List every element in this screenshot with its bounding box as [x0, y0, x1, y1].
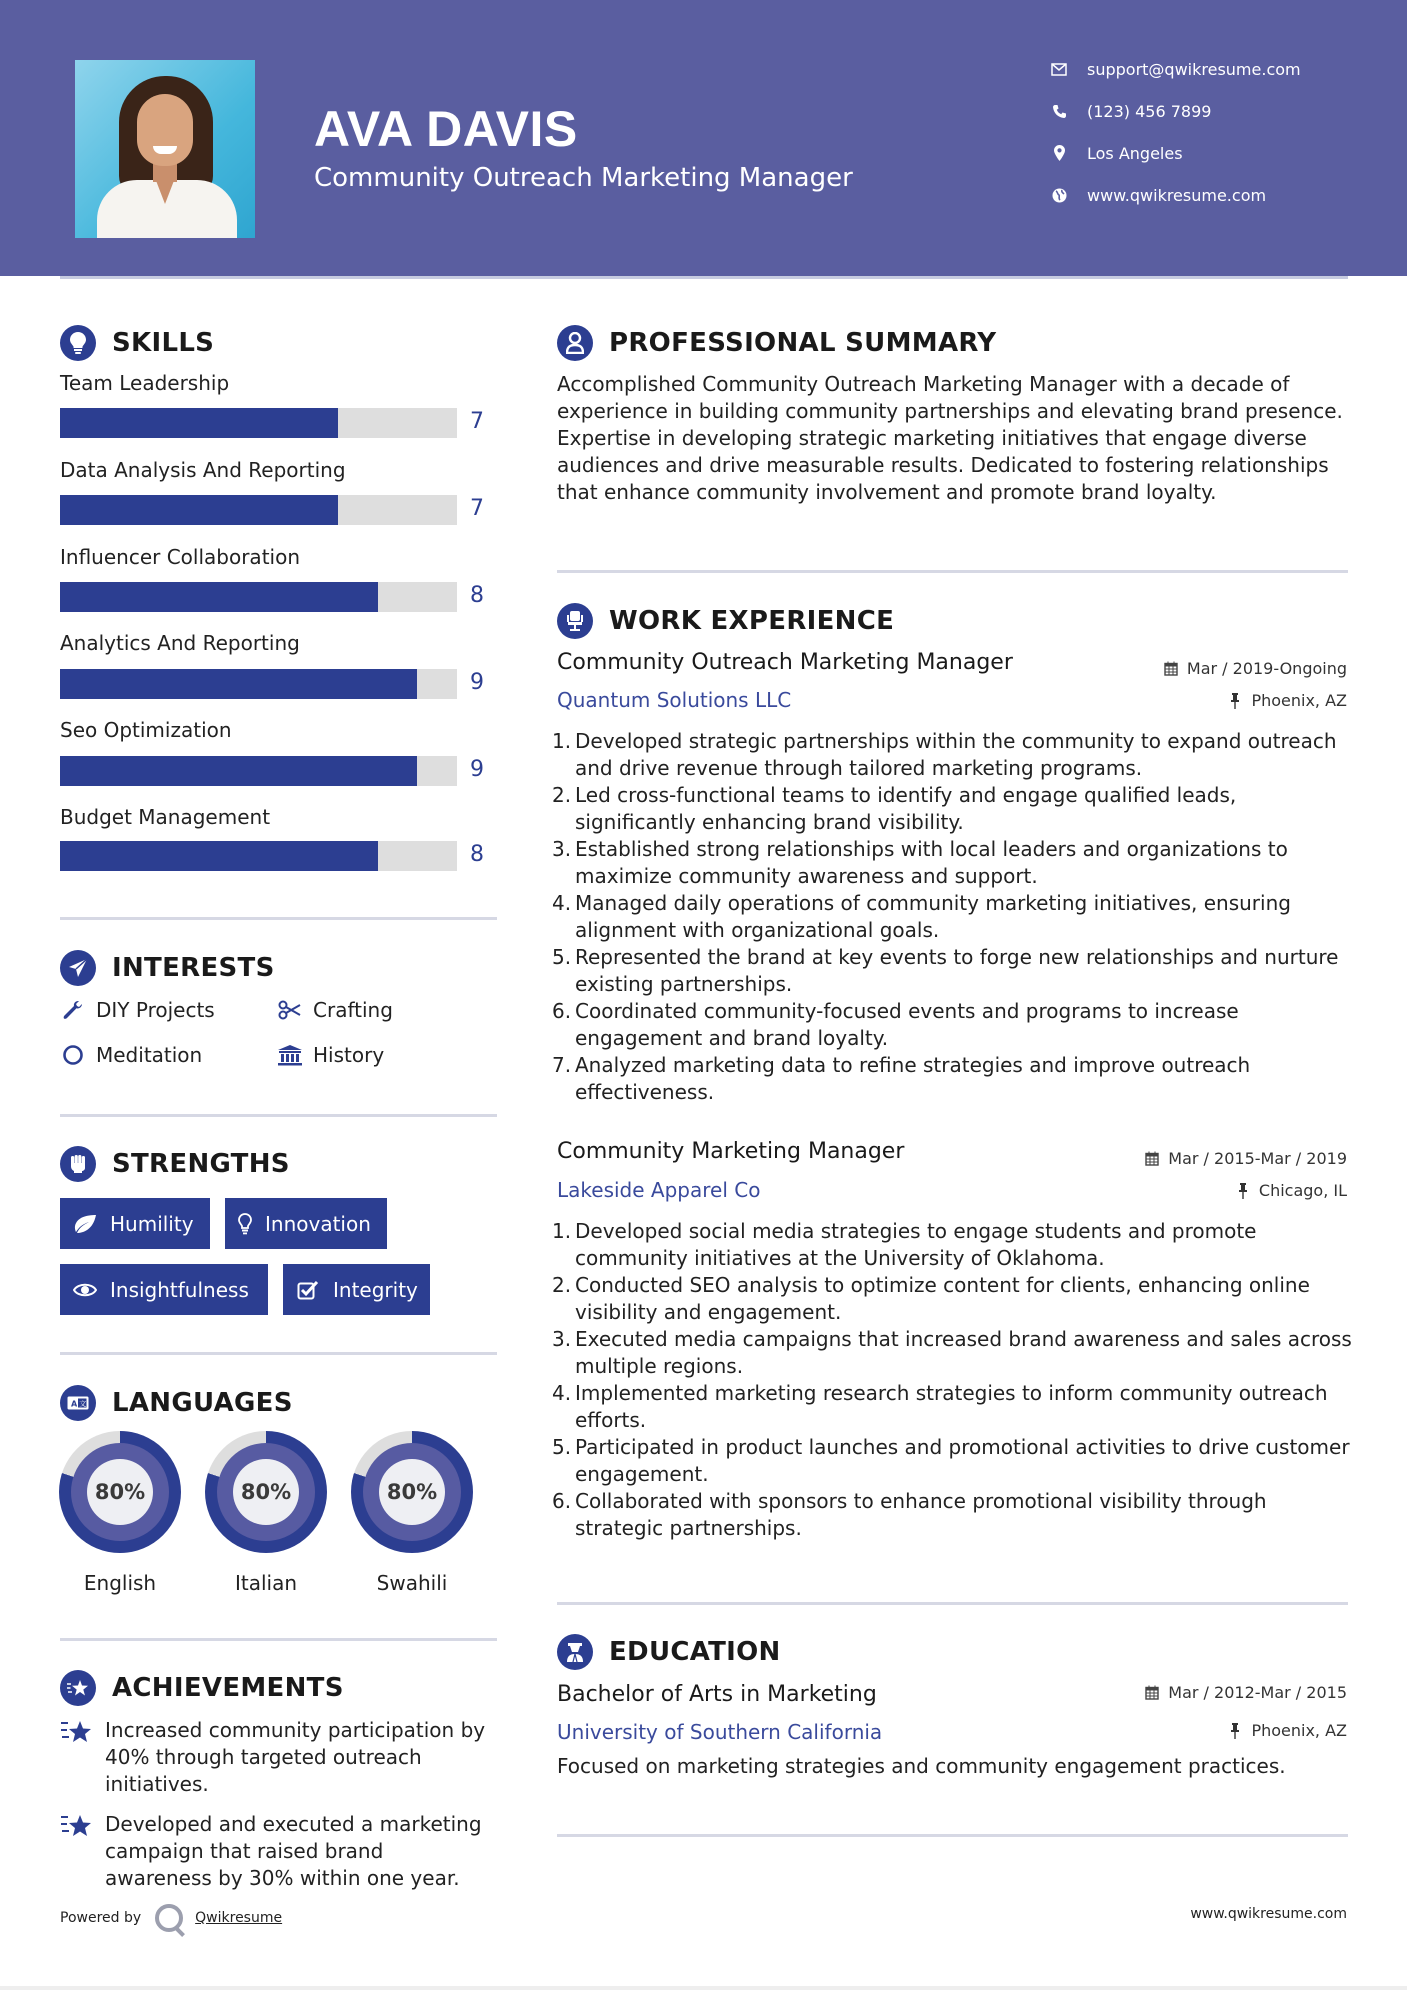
- skill-bar: [60, 408, 457, 438]
- school-name: University of Southern California: [557, 1720, 883, 1744]
- interest-item: Meditation: [60, 1042, 202, 1068]
- skill-bar-fill: [60, 669, 417, 699]
- education-location: Phoenix, AZ: [1227, 1721, 1347, 1740]
- skill-bar-fill: [60, 841, 378, 871]
- skill-bar-fill: [60, 582, 378, 612]
- wrench-icon: [60, 997, 86, 1023]
- candidate-title: Community Outreach Marketing Manager: [314, 163, 853, 193]
- fist-icon: [60, 1146, 96, 1182]
- bullet-item: 1. Developed strategic partnerships within the community to expand outreach and drive revenue through tailored marketing programs.: [552, 729, 1337, 780]
- phone-icon: [1048, 100, 1070, 122]
- envelope-icon: [1048, 58, 1070, 80]
- job-bullets: [552, 728, 1352, 1106]
- shooting-star-icon: [60, 1811, 94, 1892]
- skill-bar: [60, 669, 457, 699]
- achievement-item: Increased community participation by 40% through targeted outreach initiatives.: [60, 1717, 490, 1798]
- bullet-item: 4. Implemented marketing research strategies to inform community outreach efforts.: [552, 1381, 1328, 1432]
- contact-phone[interactable]: (123) 456 7899: [1048, 99, 1211, 123]
- bullet-item: 2. Conducted SEO analysis to optimize content for clients, enhancing online visibility and engagement.: [552, 1273, 1310, 1324]
- skill-value: 8: [470, 583, 484, 608]
- shooting-star-icon: [60, 1670, 96, 1706]
- language-item: 80% Italian: [205, 1431, 327, 1595]
- candidate-name: AVA DAVIS: [314, 101, 578, 157]
- pushpin-icon: [1227, 1723, 1243, 1739]
- language-item: 80% English: [59, 1431, 181, 1595]
- job-dates: Mar / 2019-Ongoing: [1163, 659, 1347, 678]
- skill-value: 9: [470, 670, 484, 695]
- bullet-item: 5. Participated in product launches and promotional activities to drive customer engagement.: [552, 1435, 1350, 1486]
- museum-icon: [277, 1042, 303, 1068]
- bullet-item: 2. Led cross-functional teams to identify and engage qualified leads, significantly enhancing brand visibility.: [552, 783, 1237, 834]
- pushpin-icon: [1235, 1183, 1251, 1199]
- degree-title: Bachelor of Arts in Marketing: [557, 1682, 877, 1707]
- skill-label: Analytics And Reporting: [60, 631, 300, 655]
- job-company: Quantum Solutions LLC: [557, 688, 792, 712]
- interest-item: Crafting: [277, 997, 393, 1023]
- skill-value: 7: [470, 409, 484, 434]
- translate-icon: [60, 1385, 96, 1421]
- office-chair-icon: [557, 603, 593, 639]
- language-donut: 80%: [205, 1431, 327, 1553]
- section-divider: [60, 1114, 497, 1117]
- header-divider: [60, 276, 1348, 279]
- eye-icon: [72, 1277, 98, 1303]
- achievement-item: Developed and executed a marketing campaign that raised brand awareness by 30% within one year.: [60, 1811, 490, 1892]
- job-location: Chicago, IL: [1235, 1181, 1347, 1200]
- bullet-item: 3. Established strong relationships with local leaders and organizations to maximize community awareness and support.: [552, 837, 1288, 888]
- languages-heading: A 文 LANGUAGES: [60, 1385, 293, 1421]
- profile-photo: [75, 60, 255, 238]
- section-divider: [60, 1352, 497, 1355]
- globe-icon: [1048, 184, 1070, 206]
- lightbulb-icon: [237, 1211, 253, 1237]
- skill-bar-fill: [60, 408, 338, 438]
- skill-value: 9: [470, 757, 484, 782]
- pushpin-icon: [1227, 693, 1243, 709]
- skill-bar: [60, 495, 457, 525]
- interest-item: DIY Projects: [60, 997, 215, 1023]
- svg-text:A: A: [71, 1399, 78, 1409]
- leaf-icon: [72, 1211, 98, 1237]
- section-divider: [60, 917, 497, 920]
- skills-heading: SKILLS: [60, 325, 214, 361]
- section-divider: [557, 1834, 1348, 1837]
- skill-bar-fill: [60, 756, 417, 786]
- page-bottom-edge: [0, 1986, 1407, 1990]
- calendar-icon: [1144, 1685, 1160, 1701]
- job-location: Phoenix, AZ: [1227, 691, 1347, 710]
- shooting-star-icon: [60, 1717, 94, 1798]
- section-divider: [557, 570, 1348, 573]
- lightbulb-icon: [60, 325, 96, 361]
- contact-location: Los Angeles: [1048, 141, 1183, 165]
- bullet-item: 1. Developed social media strategies to engage students and promote community initiatives at the University of Oklahoma.: [552, 1219, 1257, 1270]
- job-company: Lakeside Apparel Co: [557, 1178, 761, 1202]
- section-divider: [60, 1638, 497, 1641]
- calendar-icon: [1144, 1151, 1160, 1167]
- experience-heading: WORK EXPERIENCE: [557, 603, 894, 639]
- qwikresume-link[interactable]: Qwikresume: [195, 1910, 283, 1926]
- skill-label: Seo Optimization: [60, 718, 232, 742]
- strengths-heading: STRENGTHS: [60, 1146, 290, 1182]
- skill-bar: [60, 582, 457, 612]
- education-description: Focused on marketing strategies and community engagement practices.: [557, 1754, 1286, 1778]
- skill-value: 7: [470, 496, 484, 521]
- skill-bar: [60, 841, 457, 871]
- job-title: Community Marketing Manager: [557, 1139, 905, 1164]
- education-heading: EDUCATION: [557, 1634, 781, 1670]
- scissors-icon: [277, 997, 303, 1023]
- bullet-item: 7. Analyzed marketing data to refine strategies and improve outreach effectiveness.: [552, 1053, 1251, 1104]
- skill-label: Budget Management: [60, 805, 271, 829]
- section-divider: [557, 1602, 1348, 1605]
- circle-icon: [60, 1042, 86, 1068]
- job-dates: Mar / 2015-Mar / 2019: [1144, 1149, 1347, 1168]
- summary-text: Accomplished Community Outreach Marketing Manager with a decade of experience in building community partnerships and elevating brand presence. Expertise in developing strategic marketing initiatives that engage diverse audiences and drive measurable results. Dedicated to fostering relationships that enhance community involvement and promote brand loyalty.: [557, 372, 1343, 504]
- contact-email[interactable]: support@qwikresume.com: [1048, 57, 1301, 81]
- bullet-item: 5. Represented the brand at key events to forge new relationships and nurture existing partnerships.: [552, 945, 1339, 996]
- resume-header: [0, 0, 1407, 276]
- strength-badge: Innovation: [225, 1198, 387, 1249]
- contact-website[interactable]: www.qwikresume.com: [1048, 183, 1266, 207]
- bullet-item: 6. Coordinated community-focused events and programs to increase engagement and brand loyalty.: [552, 999, 1239, 1050]
- skill-label: Influencer Collaboration: [60, 545, 300, 569]
- bullet-item: 6. Collaborated with sponsors to enhance promotional visibility through strategic partnerships.: [552, 1489, 1267, 1540]
- bullet-item: 3. Executed media campaigns that increased brand awareness and sales across multiple regions.: [552, 1327, 1352, 1378]
- qwikresume-logo-icon: [155, 1904, 183, 1932]
- map-pin-icon: [1048, 142, 1070, 164]
- strength-badge: Humility: [60, 1198, 210, 1249]
- footer-url[interactable]: www.qwikresume.com: [1190, 1906, 1347, 1922]
- graduate-icon: [557, 1634, 593, 1670]
- strength-badge: Insightfulness: [60, 1264, 268, 1315]
- language-item: 80% Swahili: [351, 1431, 473, 1595]
- education-dates: Mar / 2012-Mar / 2015: [1144, 1683, 1347, 1702]
- paper-plane-icon: [60, 950, 96, 986]
- skill-value: 8: [470, 842, 484, 867]
- svg-text:文: 文: [79, 1400, 87, 1408]
- achievements-heading: ACHIEVEMENTS: [60, 1670, 344, 1706]
- skill-label: Team Leadership: [60, 371, 230, 395]
- interest-item: History: [277, 1042, 384, 1068]
- job-bullets: [552, 1218, 1352, 1542]
- checkbox-icon: [295, 1277, 321, 1303]
- bullet-item: 4. Managed daily operations of community marketing initiatives, ensuring alignment with organizational goals.: [552, 891, 1291, 942]
- powered-by: Powered by Qwikresume: [60, 1904, 282, 1932]
- strength-badge: Integrity: [283, 1264, 430, 1315]
- job-title: Community Outreach Marketing Manager: [557, 650, 1013, 675]
- language-donut: 80%: [351, 1431, 473, 1553]
- skill-bar: [60, 756, 457, 786]
- language-donut: 80%: [59, 1431, 181, 1553]
- interests-heading: INTERESTS: [60, 950, 275, 986]
- skill-bar-fill: [60, 495, 338, 525]
- skill-label: Data Analysis And Reporting: [60, 458, 346, 482]
- summary-heading: PROFESSIONAL SUMMARY: [557, 325, 996, 361]
- user-icon: [557, 325, 593, 361]
- calendar-icon: [1163, 661, 1179, 677]
